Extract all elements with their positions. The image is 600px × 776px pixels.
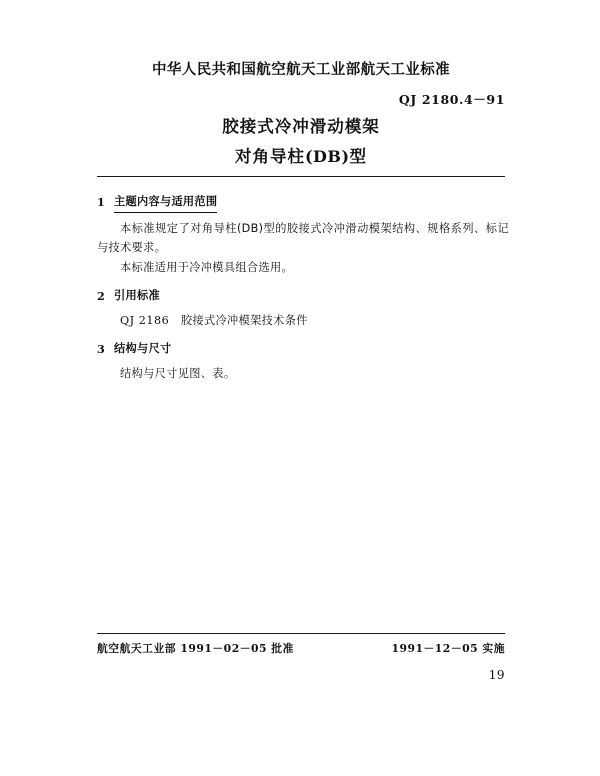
section-heading-1 (97, 194, 509, 213)
document-footer (97, 641, 505, 656)
section-1-paragraph-2: 本标准适用于冷冲模具组合选用。 (120, 260, 294, 274)
section-number-3: 3 (97, 342, 106, 357)
title-line-2-prefix: 对角导柱 (234, 147, 305, 166)
referenced-standard (97, 311, 509, 330)
section-number-1: 1 (97, 195, 106, 209)
spacer (97, 330, 509, 341)
section-title-3: 结构与尺寸 (114, 342, 172, 356)
section-3-paragraph-1: 结构与尺寸见图、表。 (120, 366, 236, 380)
implementation-statement: 1991－12－05 实施 (391, 642, 505, 655)
title-line-2-code: (DB) (304, 147, 350, 166)
section-title-2: 引用标准 (114, 289, 160, 303)
issuing-organization: 中华人民共和国航空航天工业部航天工业标准 (152, 62, 450, 78)
footer-divider (97, 633, 505, 634)
title-line-2-suffix: 型 (349, 147, 368, 166)
spacer (97, 277, 509, 288)
section-heading-3 (97, 341, 509, 358)
referenced-standard-code: QJ 2186 (120, 314, 170, 328)
page-number: 19 (488, 668, 505, 682)
page-title (97, 113, 505, 167)
section-title-1: 主题内容与适用范围 (114, 194, 217, 213)
referenced-standard-name: 胶接式冷冲模架技术条件 (180, 314, 308, 328)
standard-number: QJ 2180.4－91 (398, 92, 505, 107)
document-header (97, 58, 505, 108)
document-body (97, 194, 509, 383)
title-line-2 (97, 143, 505, 167)
section-heading-2 (97, 288, 509, 305)
approval-statement: 航空航天工业部 1991－02－05 批准 (97, 642, 294, 655)
title-line-1: 胶接式冷冲滑动模架 (222, 117, 380, 136)
section-number-2: 2 (97, 289, 106, 304)
header-divider (97, 176, 505, 177)
section-1-paragraph-1: 本标准规定了对角导柱(DB)型的胶接式冷冲滑动模架结构、规格系列、标记与技术要求。 (97, 221, 509, 255)
